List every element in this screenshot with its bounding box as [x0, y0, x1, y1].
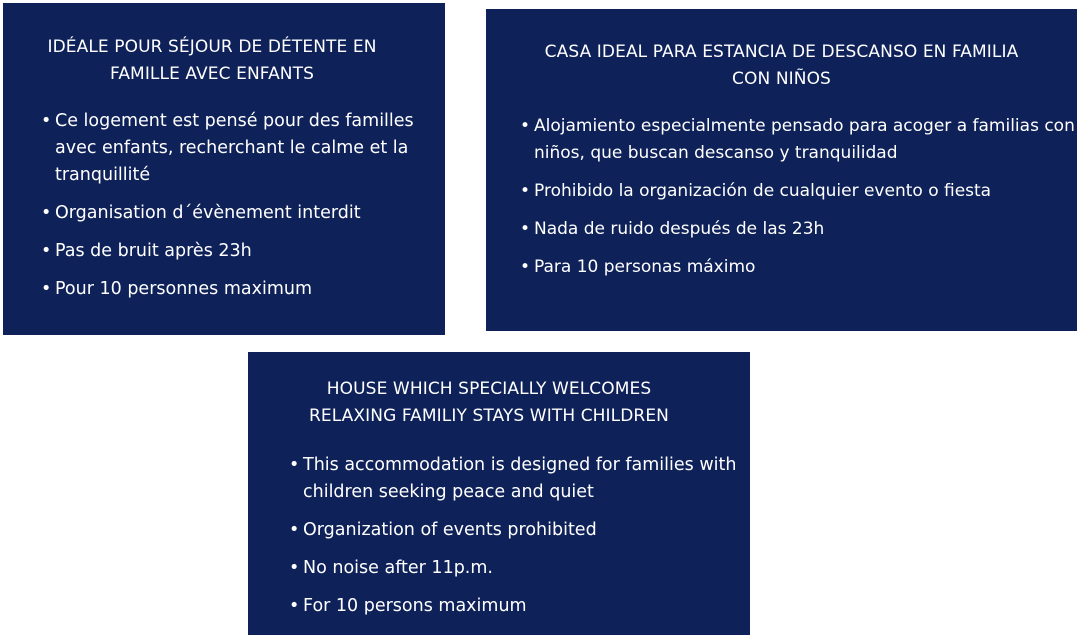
rule-item: • Organisation d´évènement interdit: [41, 200, 426, 227]
rule-item: • Alojamiento especialmente pensado para acoger a familias con niños, que buscan descanso y tranquilidad: [520, 113, 1075, 167]
rules-panel-spanish: [486, 9, 1077, 331]
rules-list: [520, 113, 1075, 292]
rule-item: • Para 10 personas máximo: [520, 254, 1075, 281]
rules-panel-english: [248, 352, 750, 635]
rule-item: • Pour 10 personnes maximum: [41, 276, 426, 303]
panel-title: HOUSE WHICH SPECIALLY WELCOMES RELAXING FAMILIY STAYS WITH CHILDREN: [308, 379, 670, 426]
rules-list: [41, 108, 426, 314]
rule-item: • Pas de bruit après 23h: [41, 238, 426, 265]
rule-item: • Organization of events prohibited: [289, 517, 739, 544]
rules-list: [289, 452, 739, 631]
panel-title: CASA IDEAL PARA ESTANCIA DE DESCANSO EN FAMILIA CON NIÑOS: [544, 42, 1019, 89]
rule-item: • Ce logement est pensé pour des familles avec enfants, recherchant le calme et la tranquillité: [41, 108, 426, 189]
rule-item: • No noise after 11p.m.: [289, 555, 739, 582]
rule-item: • For 10 persons maximum: [289, 593, 739, 620]
rules-panel-french: [3, 3, 445, 335]
rule-item: • Nada de ruido después de las 23h: [520, 216, 1075, 243]
rule-item: • Prohibido la organización de cualquier evento o fiesta: [520, 178, 1075, 205]
rule-item: • This accommodation is designed for families with children seeking peace and quiet: [289, 452, 739, 506]
panel-title: IDÉALE POUR SÉJOUR DE DÉTENTE EN FAMILLE AVEC ENFANTS: [47, 37, 377, 84]
